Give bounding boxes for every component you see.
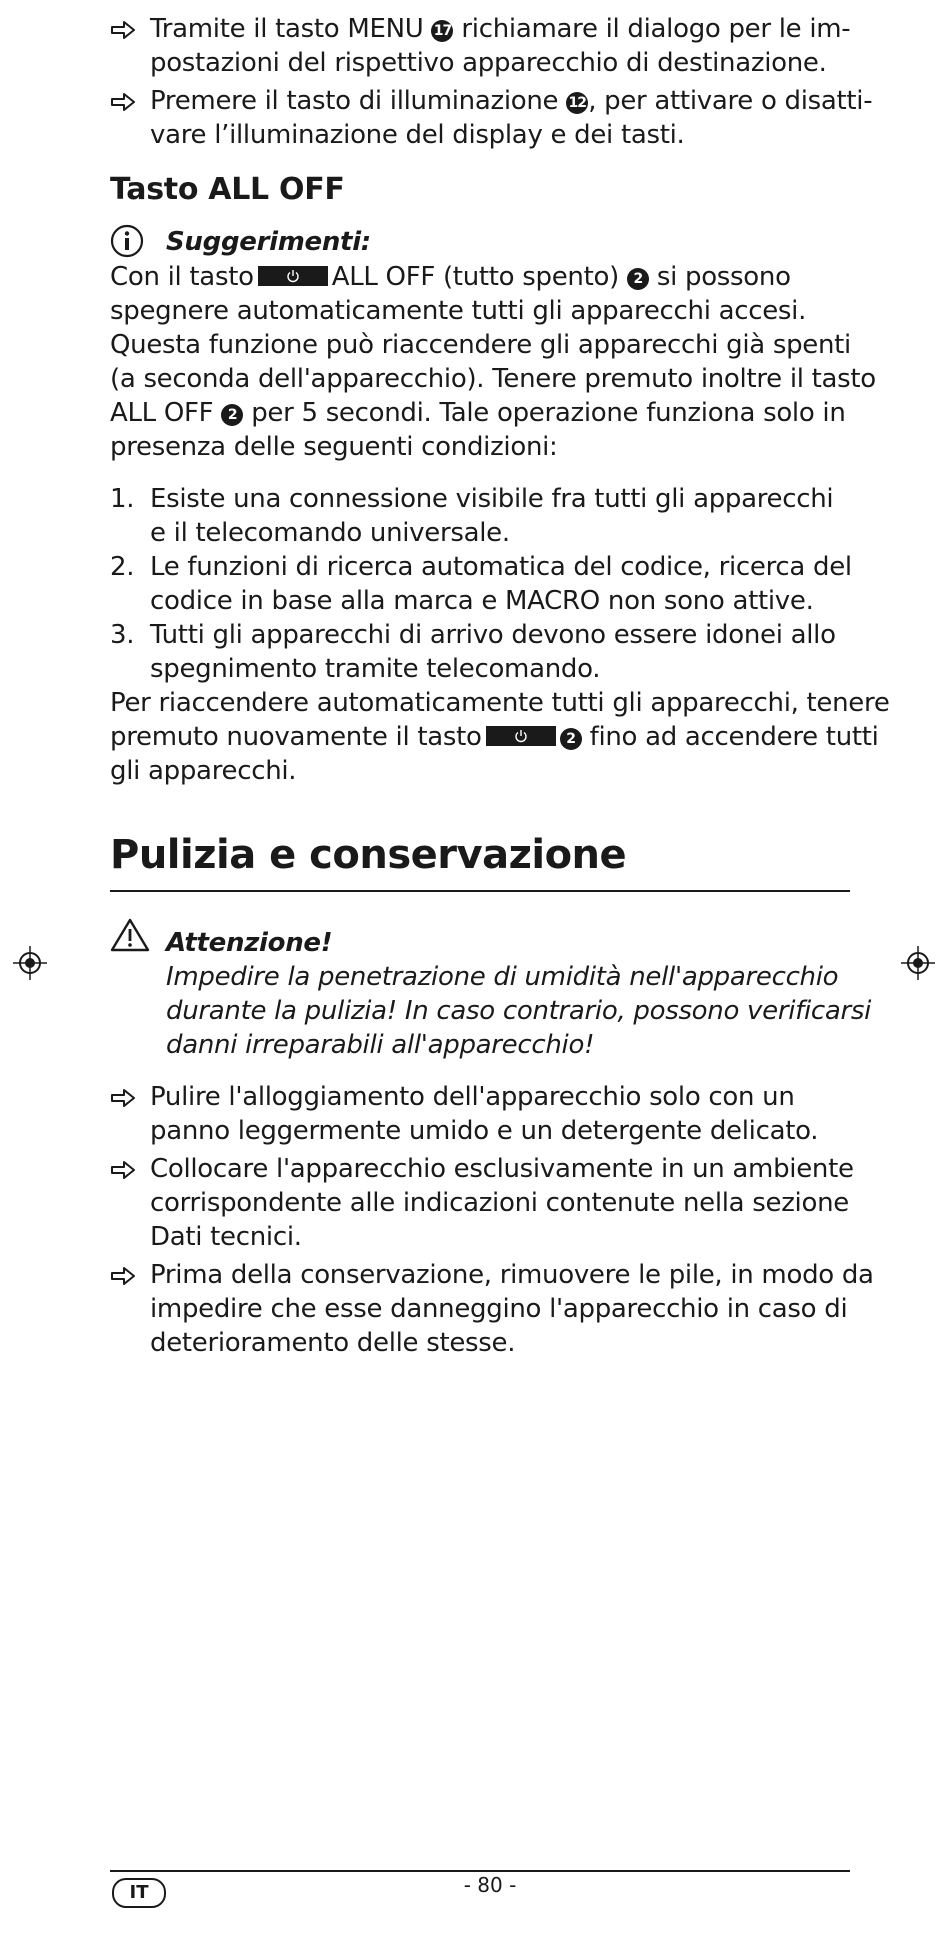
registration-mark-left-icon [13,946,47,980]
tip-label: Suggerimenti: [166,227,371,257]
all-off-text-line-2: spegnere automaticamente tutti gli apparecchi accesi. [110,296,807,326]
reactivate-text-line-1: Per riaccendere automaticamente tutti gli apparecchi, tenere [110,688,890,718]
bullet-1-line-2: postazioni del rispettivo apparecchio di destinazione. [150,48,827,78]
cleaning-bullet-3-line-2: impedire che esse danneggino l'apparecchio in caso di [150,1294,848,1324]
warning-text-line-2: durante la pulizia! In caso contrario, possono verificarsi [166,996,872,1026]
section-heading-cleaning: Pulizia e conservazione [110,832,627,878]
all-off-text-line-1: Con il tasto ALL OFF (tutto spento) 2 si possono [110,262,791,292]
list-item-1-line-2: e il telecomando universale. [150,518,510,548]
arrow-bullet-icon [110,20,136,40]
list-item-number: 1. [110,484,135,514]
cleaning-bullet-3-line-3: deterioramento delle stesse. [150,1328,516,1358]
cleaning-bullet-3-line-1: Prima della conservazione, rimuovere le pile, in modo da [150,1260,874,1290]
list-item-number: 3. [110,620,135,650]
reference-number-badge: 12 [566,92,588,114]
list-item-2-line-2: codice in base alla marca e MACRO non sono attive. [150,586,814,616]
all-off-text-line-5: ALL OFF 2 per 5 secondi. Tale operazione funziona solo in [110,398,846,428]
info-icon [110,224,144,258]
cleaning-bullet-2-line-2: corrispondente alle indicazioni contenute nella sezione [150,1188,849,1218]
heading-underline [110,890,850,892]
page-number: - 80 - [463,1873,517,1897]
arrow-bullet-icon [110,1088,136,1108]
reference-number-badge: 2 [627,268,649,290]
language-badge [112,1878,166,1908]
language-code: IT [129,1882,149,1903]
reactivate-text-line-3: gli apparecchi. [110,756,297,786]
warning-triangle-icon [110,918,150,952]
warning-text-line-1: Impedire la penetrazione di umidità nell'apparecchio [166,962,839,992]
registration-mark-right-icon [901,946,935,980]
arrow-bullet-icon [110,92,136,112]
list-item-3-line-1: Tutti gli apparecchi di arrivo devono essere idonei allo [150,620,836,650]
warning-label: Attenzione! [166,928,333,958]
arrow-bullet-icon [110,1160,136,1180]
warning-text-line-3: danni irreparabili all'apparecchio! [166,1030,595,1060]
list-item-1-line-1: Esiste una connessione visibile fra tutti gli apparecchi [150,484,834,514]
reference-number-badge: 2 [221,404,243,426]
all-off-text-line-3: Questa funzione può riaccendere gli apparecchi già spenti [110,330,851,360]
bullet-2-line-2: vare l’illuminazione del display e dei tasti. [150,120,685,150]
bullet-2-line-1: Premere il tasto di illuminazione 12, per attivare o disatti- [150,86,873,116]
bullet-1-line-1: Tramite il tasto MENU 17 richiamare il dialogo per le im- [150,14,851,44]
list-item-3-line-2: spegnimento tramite telecomando. [150,654,601,684]
cleaning-bullet-1-line-2: panno leggermente umido e un detergente delicato. [150,1116,819,1146]
cleaning-bullet-2-line-3: Dati tecnici. [150,1222,302,1252]
reference-number-badge: 2 [560,728,582,750]
cleaning-bullet-1-line-1: Pulire l'alloggiamento dell'apparecchio solo con un [150,1082,795,1112]
list-item-number: 2. [110,552,135,582]
all-off-text-line-6: presenza delle seguenti condizioni: [110,432,558,462]
power-key-icon [258,266,328,286]
reference-number-badge: 17 [431,20,453,42]
reactivate-text-line-2: premuto nuovamente il tasto 2 fino ad accendere tutti [110,722,879,752]
power-key-icon [486,726,556,746]
cleaning-bullet-2-line-1: Collocare l'apparecchio esclusivamente in un ambiente [150,1154,854,1184]
arrow-bullet-icon [110,1266,136,1286]
section-heading-all-off: Tasto ALL OFF [110,172,345,207]
list-item-2-line-1: Le funzioni di ricerca automatica del codice, ricerca del [150,552,852,582]
all-off-text-line-4: (a seconda dell'apparecchio). Tenere premuto inoltre il tasto [110,364,876,394]
